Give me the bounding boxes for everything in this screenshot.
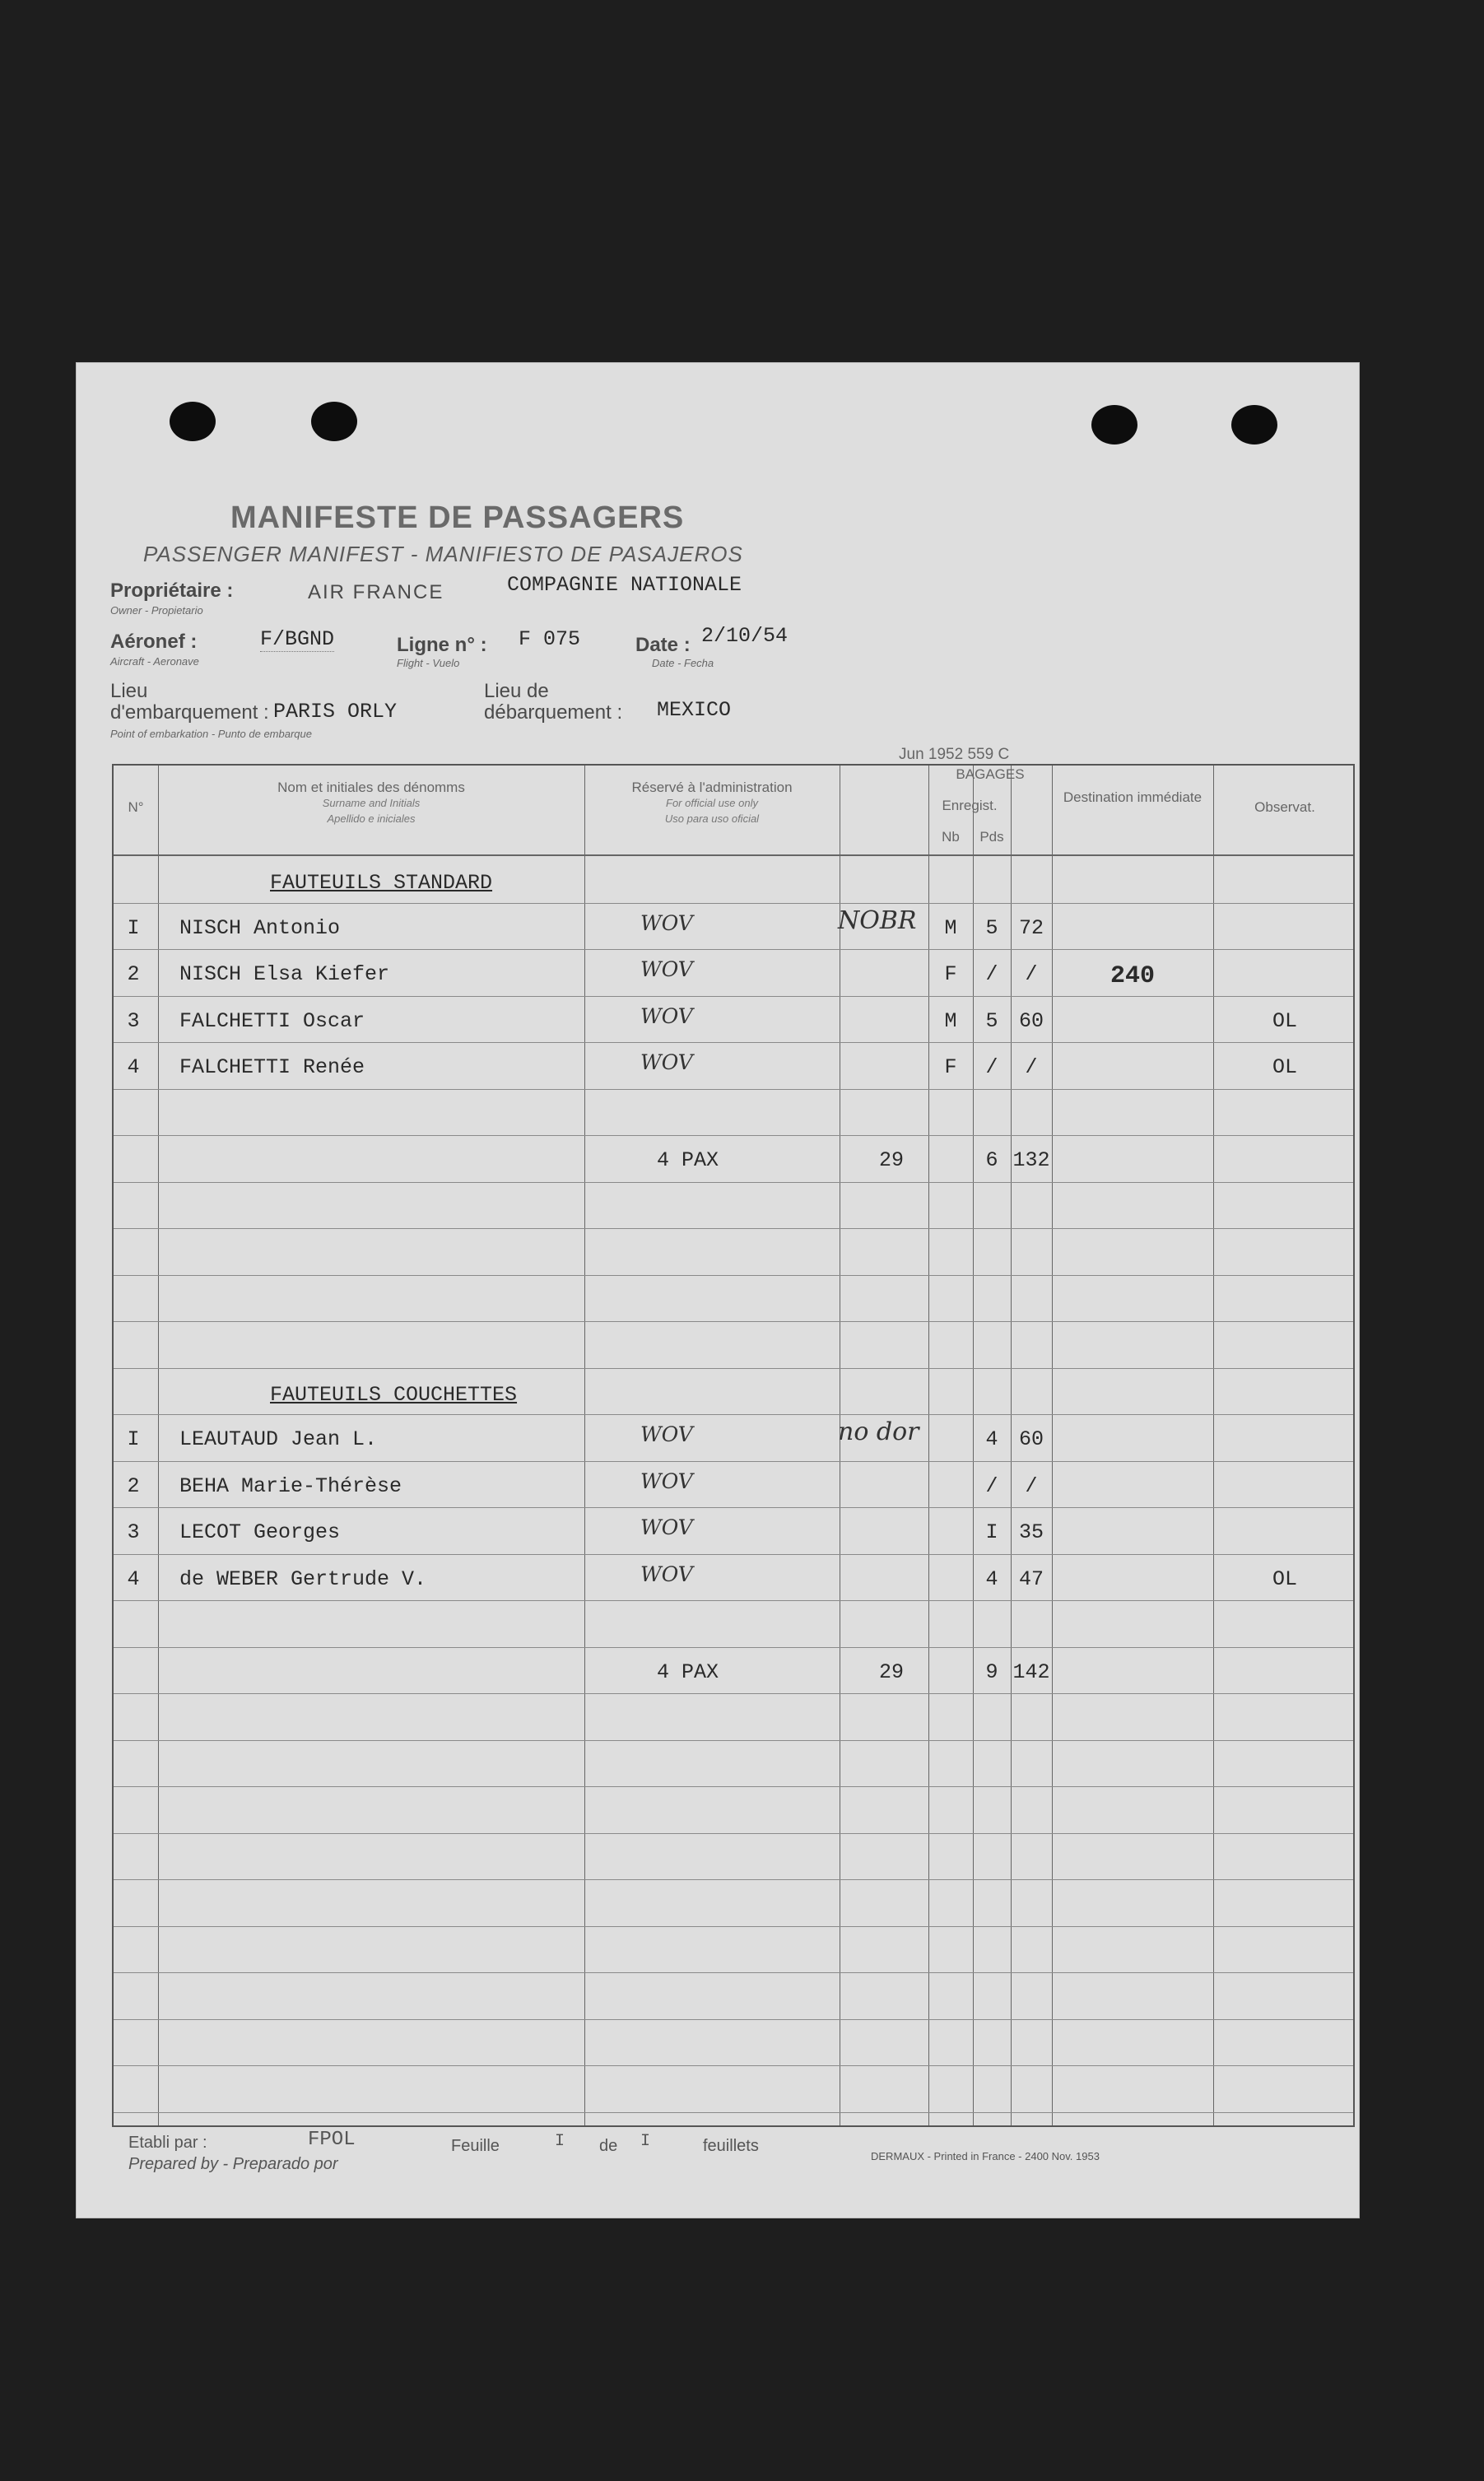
owner-typed: COMPAGNIE NATIONALE xyxy=(507,573,742,597)
row-line xyxy=(114,1461,1353,1462)
disembark-label-2: débarquement : xyxy=(484,701,623,724)
baggage-weight: 35 xyxy=(1018,1520,1044,1544)
col-destination: Destination immédiate xyxy=(1063,789,1203,805)
section-total-nb: 6 xyxy=(985,1148,998,1172)
owner-value: AIR FRANCE xyxy=(308,581,444,603)
flight-sublabel: Flight - Vuelo xyxy=(397,657,460,669)
row-line xyxy=(114,2112,1353,2113)
baggage-count: / xyxy=(985,1055,998,1079)
row-line xyxy=(114,1228,1353,1229)
manifest-title: MANIFESTE DE PASSAGERS xyxy=(230,500,685,535)
printer-line: DERMAUX - Printed in France - 2400 Nov. 1953 xyxy=(871,2150,1100,2162)
col-baggage-nb: Nb xyxy=(942,829,960,845)
embark-value: PARIS ORLY xyxy=(273,700,398,724)
baggage-count: 5 xyxy=(985,1008,998,1033)
section-total-seats: 29 xyxy=(878,1148,904,1172)
col-admin: Réservé à l'administration For official use only Uso para uso oficial xyxy=(631,780,793,825)
seat-class: F xyxy=(944,962,957,986)
baggage-weight: 47 xyxy=(1018,1566,1044,1591)
row-line xyxy=(114,1182,1353,1183)
manifest-sheet xyxy=(76,362,1360,2218)
sheet-word: feuillets xyxy=(703,2137,759,2155)
section-total-pax: 4 PAX xyxy=(657,1148,719,1172)
passenger-name: de WEBER Gertrude V. xyxy=(179,1566,427,1591)
baggage-weight: 60 xyxy=(1018,1427,1044,1451)
row-number: I xyxy=(127,1427,140,1451)
row-line xyxy=(114,1786,1353,1787)
handwritten-code: WOV xyxy=(640,1422,693,1446)
form-reference: Jun 1952 559 C xyxy=(899,746,1010,763)
handwritten-code: WOV xyxy=(640,1469,693,1493)
handwritten-code: WOV xyxy=(640,1515,693,1539)
punch-hole xyxy=(1091,405,1137,445)
passenger-name: LECOT Georges xyxy=(179,1520,341,1544)
passenger-name: BEHA Marie-Thérèse xyxy=(179,1473,402,1498)
manifest-subtitle: PASSENGER MANIFEST - MANIFIESTO DE PASAJEROS xyxy=(143,542,743,566)
handwritten-code: WOV xyxy=(640,1003,693,1028)
baggage-weight: 60 xyxy=(1018,1008,1044,1033)
col-baggage: BAGAGES xyxy=(956,766,1025,782)
row-number: 3 xyxy=(127,1520,140,1544)
seat-class: F xyxy=(944,1055,957,1079)
embark-label-2: d'embarquement : xyxy=(110,701,269,724)
seat-class: M xyxy=(944,1008,957,1033)
passenger-table xyxy=(112,764,1355,2127)
baggage-weight: / xyxy=(1025,1473,1038,1498)
prepared-sublabel: Prepared by - Preparado por xyxy=(128,2155,338,2173)
punch-hole xyxy=(311,402,357,441)
row-line xyxy=(114,1368,1353,1369)
col-baggage-pds: Pds xyxy=(979,829,1004,845)
destination-value: 240 xyxy=(1110,962,1155,990)
prepared-label: Etabli par : xyxy=(128,2134,207,2152)
baggage-weight: / xyxy=(1025,962,1038,986)
passenger-name: FALCHETTI Oscar xyxy=(179,1008,365,1033)
col-name: Nom et initiales des dénomms Surname and Initials Apellido e iniciales xyxy=(277,780,465,825)
baggage-count: 4 xyxy=(985,1566,998,1591)
baggage-weight: 72 xyxy=(1018,915,1044,940)
handwritten-code: WOV xyxy=(640,910,693,935)
row-line xyxy=(114,1414,1353,1415)
baggage-count: / xyxy=(985,962,998,986)
punch-hole xyxy=(1231,405,1277,445)
punch-hole xyxy=(170,402,216,441)
date-label: Date : xyxy=(635,634,691,656)
row-line xyxy=(114,1926,1353,1927)
flight-label: Ligne n° : xyxy=(397,634,487,656)
row-line xyxy=(114,1879,1353,1880)
prepared-value: FPOL xyxy=(308,2129,356,2151)
row-line xyxy=(114,1972,1353,1973)
row-line xyxy=(114,903,1353,904)
sheet-label: Feuille xyxy=(451,2137,500,2155)
row-line xyxy=(114,1600,1353,1601)
baggage-count: 5 xyxy=(985,915,998,940)
date-value: 2/10/54 xyxy=(701,624,789,648)
row-line xyxy=(114,1042,1353,1043)
section-total-pax: 4 PAX xyxy=(657,1659,719,1684)
row-line xyxy=(114,2019,1353,2020)
owner-label: Propriétaire : xyxy=(110,580,234,602)
col-no: N° xyxy=(128,799,144,815)
passenger-name: FALCHETTI Renée xyxy=(179,1055,365,1079)
embark-sublabel: Point of embarkation - Punto de embarque xyxy=(110,728,312,740)
sheet-total: I xyxy=(640,2132,651,2151)
passenger-name: NISCH Elsa Kiefer xyxy=(179,962,390,986)
baggage-weight: / xyxy=(1025,1055,1038,1079)
disembark-value: MEXICO xyxy=(657,698,732,722)
row-number: 2 xyxy=(127,1473,140,1498)
row-line xyxy=(114,1833,1353,1834)
row-line xyxy=(114,1693,1353,1694)
row-number: 4 xyxy=(127,1566,140,1591)
row-number: I xyxy=(127,915,140,940)
row-line xyxy=(114,996,1353,997)
col-observations: Observat. xyxy=(1254,799,1315,815)
row-line xyxy=(114,1321,1353,1322)
row-line xyxy=(114,1740,1353,1741)
row-line xyxy=(114,1507,1353,1508)
row-line xyxy=(114,1554,1353,1555)
observation-value: OL xyxy=(1272,1055,1297,1079)
embark-label-1: Lieu xyxy=(110,680,148,702)
row-line xyxy=(114,949,1353,950)
row-line xyxy=(114,2065,1353,2066)
handwritten-note: no dor xyxy=(838,1417,919,1446)
flight-value: F 075 xyxy=(519,627,581,651)
sheet-number: I xyxy=(555,2132,565,2151)
observation-value: OL xyxy=(1272,1566,1297,1591)
baggage-count: 4 xyxy=(985,1427,998,1451)
aircraft-value: F/BGND xyxy=(260,627,335,651)
seat-class: M xyxy=(944,915,957,940)
date-sublabel: Date - Fecha xyxy=(652,657,714,669)
owner-sublabel: Owner - Propietario xyxy=(110,604,203,617)
handwritten-code: WOV xyxy=(640,957,693,981)
section-heading: FAUTEUILS STANDARD xyxy=(270,871,493,895)
section-total-seats: 29 xyxy=(878,1659,904,1684)
baggage-count: / xyxy=(985,1473,998,1498)
sheet-of: de xyxy=(599,2137,618,2155)
col-baggage-reg: Enregist. xyxy=(942,798,998,813)
observation-value: OL xyxy=(1272,1008,1297,1033)
passenger-name: NISCH Antonio xyxy=(179,915,341,940)
row-line xyxy=(114,1089,1353,1090)
aircraft-label: Aéronef : xyxy=(110,631,198,653)
row-number: 3 xyxy=(127,1008,140,1033)
section-total-nb: 9 xyxy=(985,1659,998,1684)
section-heading: FAUTEUILS COUCHETTES xyxy=(270,1382,518,1407)
baggage-count: I xyxy=(985,1520,998,1544)
handwritten-note: NOBR xyxy=(838,905,917,935)
handwritten-code: WOV xyxy=(640,1050,693,1074)
row-number: 4 xyxy=(127,1055,140,1079)
row-line xyxy=(114,1647,1353,1648)
disembark-label-1: Lieu de xyxy=(484,680,549,702)
handwritten-code: WOV xyxy=(640,1562,693,1586)
passenger-name: LEAUTAUD Jean L. xyxy=(179,1427,378,1451)
row-line xyxy=(114,1135,1353,1136)
row-number: 2 xyxy=(127,962,140,986)
aircraft-sublabel: Aircraft - Aeronave xyxy=(110,655,199,668)
row-line xyxy=(114,1275,1353,1276)
section-total-pds: 142 xyxy=(1012,1659,1050,1684)
section-total-pds: 132 xyxy=(1012,1148,1050,1172)
